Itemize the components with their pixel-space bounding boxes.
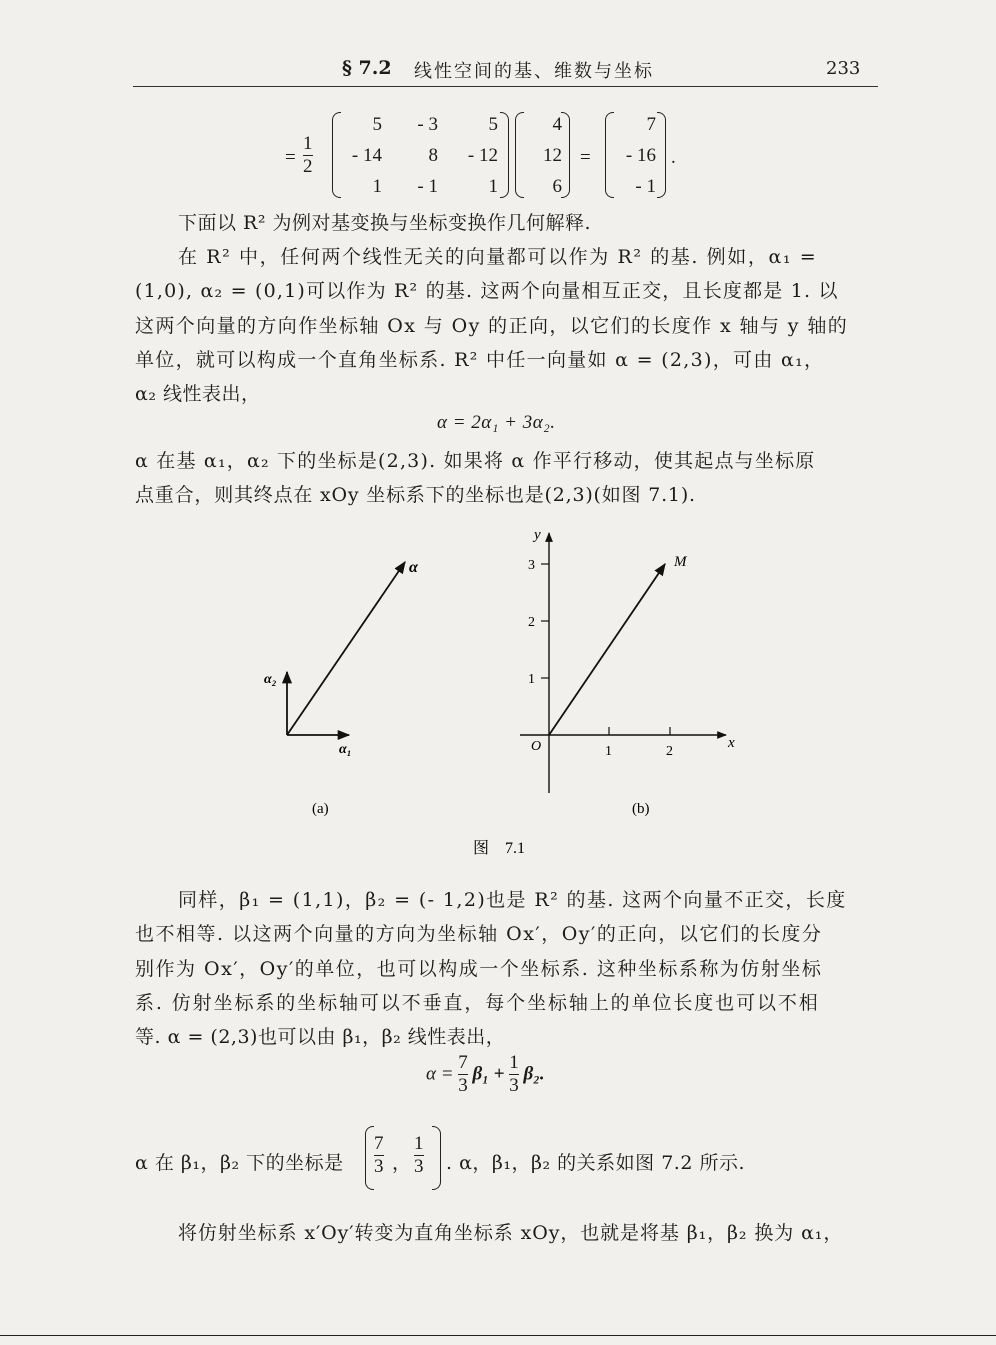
alpha1-label: α₁ <box>339 742 352 757</box>
para-line: α 在基 α₁，α₂ 下的坐标是(2,3). 如果将 α 作平行移动，使其起点与坐标原 <box>135 450 816 472</box>
coord-frac-2 <box>414 1133 424 1178</box>
matrix-cell: 1 <box>488 176 498 197</box>
para-line: 点重合，则其终点在 xOy 坐标系下的坐标也是(2,3)(如图 7.1). <box>135 484 696 506</box>
para5-pre: α 在 β₁，β₂ 下的坐标是 <box>135 1152 344 1174</box>
section-title: 线性空间的基、维数与坐标 <box>414 61 654 82</box>
eq-sign-left: = <box>285 147 296 168</box>
vector-cell: 6 <box>552 176 562 197</box>
equation-alpha: α = 2α₁ + 3α₂. <box>437 412 556 433</box>
y-tick-label: 3 <box>528 558 535 573</box>
para-line: α₂ 线性表出， <box>135 383 261 405</box>
y-tick-label: 1 <box>528 672 535 687</box>
coord-left-bracket <box>365 1126 374 1190</box>
para-line: 同样，β₁ = (1,1)，β₂ = (- 1,2)也是 R² 的基. 这两个向量不正交，长度 <box>178 889 847 911</box>
figure-b <box>520 527 735 817</box>
bottom-edge-line <box>0 1335 996 1336</box>
caption-a: (a) <box>312 801 329 817</box>
eq-sign-right: = <box>580 147 591 168</box>
om-vector <box>549 564 665 735</box>
x-tick-label: 2 <box>666 744 673 759</box>
frac-den: 3 <box>509 1075 519 1096</box>
matrix-cell: 8 <box>428 145 438 166</box>
para-line: 也不相等. 以这两个向量的方向为坐标轴 Ox′，Oy′的正向，以它们的长度分 <box>135 923 823 945</box>
matrix-cell: 1 <box>372 176 382 197</box>
eq2-lhs: α = <box>426 1063 454 1085</box>
para-line: 系. 仿射坐标系的坐标轴可以不垂直，每个坐标轴上的单位长度也可以不相 <box>135 992 820 1014</box>
para-line: (1,0), α₂ = (0,1)可以作为 R² 的基. 这两个向量相互正交，且长度都是 1. 以 <box>135 280 839 302</box>
coord-sep: ， <box>392 1152 412 1174</box>
frac-num: 1 <box>509 1052 519 1073</box>
para-line: 单位，就可以构成一个直角坐标系. R² 中任一向量如 α = (2,3)，可由 α₁， <box>135 349 825 371</box>
frac-den: 3 <box>458 1075 468 1096</box>
caption-b: (b) <box>632 801 650 817</box>
frac-num: 7 <box>458 1052 468 1073</box>
frac-den: 3 <box>414 1156 424 1177</box>
para5-post: . α，β₁，β₂ 的关系如图 7.2 所示. <box>446 1152 745 1174</box>
matrix-cell: - 1 <box>417 176 438 197</box>
frac-num: 1 <box>414 1133 424 1154</box>
x-tick-label: 1 <box>605 744 612 759</box>
vector-cell: 12 <box>543 145 562 166</box>
y-axis-label: y <box>534 527 541 543</box>
eq2-beta1: β₁ + <box>472 1063 505 1085</box>
figure-caption: 图 7.1 <box>473 840 526 857</box>
alpha2-label: α₂ <box>264 672 277 687</box>
y-tick-label: 2 <box>528 615 535 630</box>
page-number: 233 <box>826 58 861 79</box>
matrix-cell: 5 <box>372 114 382 135</box>
para-line: 在 R² 中，任何两个线性无关的向量都可以作为 R² 的基. 例如，α₁ = <box>178 246 818 268</box>
vector-cell: - 1 <box>635 176 656 197</box>
vector-cell: 4 <box>552 114 562 135</box>
para-line: 这两个向量的方向作坐标轴 Ox 与 Oy 的正向，以它们的长度作 x 轴与 y 轴的 <box>135 315 849 337</box>
paragraph-1: 下面以 R² 为例对基变换与坐标变换作几何解释. <box>178 212 592 234</box>
point-m-label: M <box>674 554 687 570</box>
matrix-cell: - 14 <box>351 145 382 166</box>
fraction-1-3 <box>509 1052 519 1097</box>
frac-num: 7 <box>374 1133 384 1154</box>
para-line: 别作为 Ox′，Oy′的单位，也可以构成一个坐标系. 这种坐标系称为仿射坐标 <box>135 958 823 980</box>
x-axis-label: x <box>728 735 735 751</box>
equation-beta <box>426 1052 545 1097</box>
matrix-cell: - 3 <box>417 114 438 135</box>
matrix-cell: 5 <box>488 114 498 135</box>
eq-period: . <box>671 147 676 168</box>
half-num: 1 <box>303 133 313 154</box>
alpha-vector <box>287 562 405 735</box>
frac-den: 3 <box>374 1156 384 1177</box>
figure-a <box>264 559 419 817</box>
coord-frac-1 <box>374 1133 384 1178</box>
para-line: 等. α = (2,3)也可以由 β₁，β₂ 线性表出， <box>135 1026 506 1048</box>
vector-cell: - 16 <box>625 145 656 166</box>
alpha-label: α <box>409 559 418 576</box>
vector-cell: 7 <box>646 114 656 135</box>
fraction-7-3 <box>458 1052 468 1097</box>
eq2-beta2: β₂. <box>523 1063 545 1085</box>
matrix-cell: - 12 <box>467 145 498 166</box>
half-den: 2 <box>303 156 313 177</box>
paragraph-6: 将仿射坐标系 x′Oy′转变为直角坐标系 xOy，也就是将基 β₁，β₂ 换为 α₁， <box>178 1222 844 1244</box>
coord-right-bracket <box>432 1126 441 1190</box>
origin-label: O <box>531 739 542 754</box>
section-number: § 7.2 <box>342 57 392 79</box>
